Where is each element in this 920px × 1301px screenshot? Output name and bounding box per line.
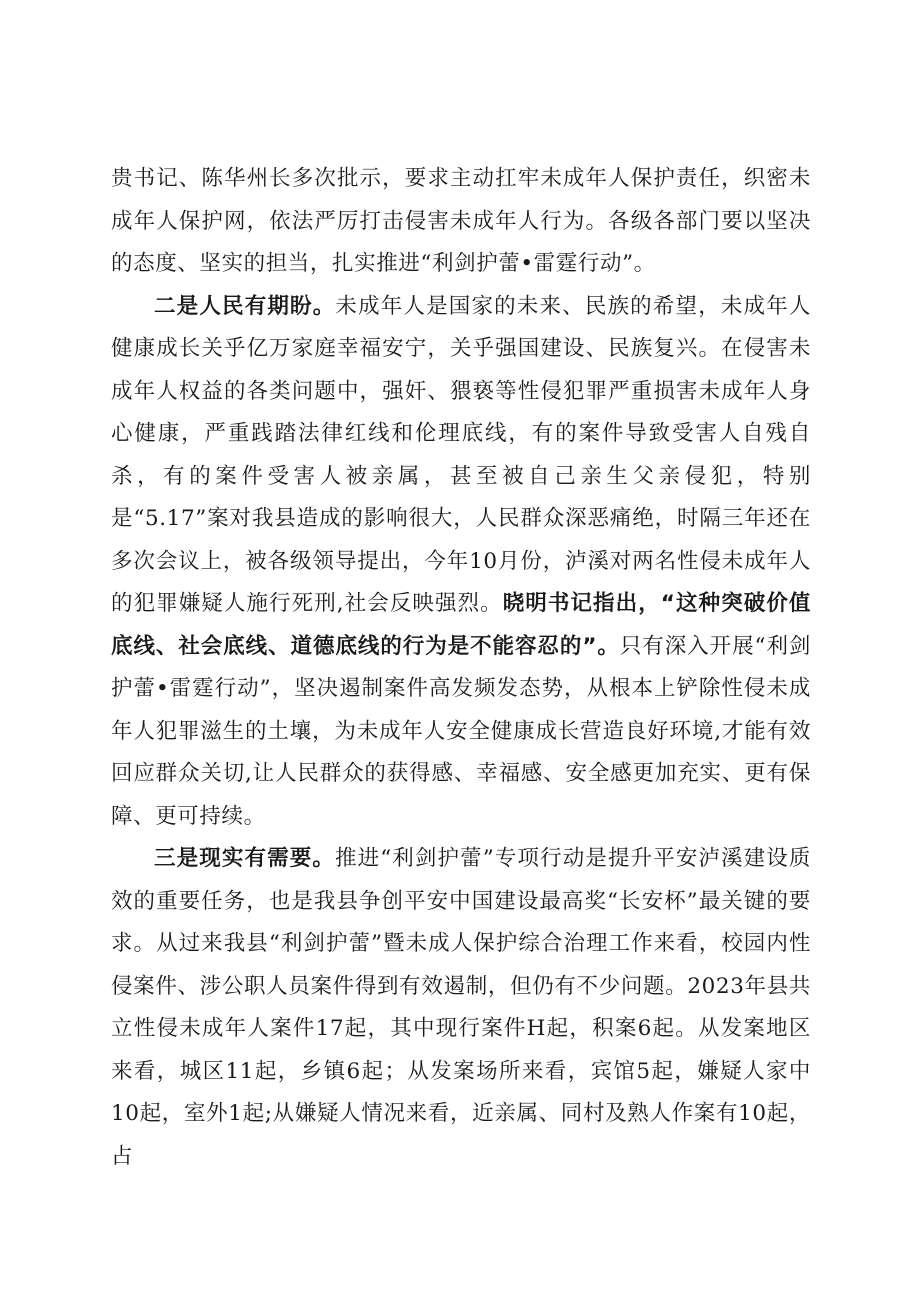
paragraph-2-text-b: 只有深入开展“利剑护蕾•雷霆行动”，坚决遏制案件高发频发态势，从根本上铲除性侵未成年人犯罪滋生的土壤，为未成年人安全健康成长营造良好环境,才能有效回应群众关切,让人民群众的获得感、幸福感、安全感更加充实、更有保障、更可持续。 — [111, 633, 811, 829]
paragraph-2 — [111, 286, 811, 839]
paragraph-1-text: 贵书记、陈华州长多次批示，要求主动扛牢未成年人保护责任，织密未成年人保护网，依法严厉打击侵害未成年人行为。各级各部门要以坚决的态度、坚实的担当，扎实推进“利剑护蕾•雷霆行动”。 — [111, 166, 811, 276]
paragraph-2-heading: 二是人民有期盼。 — [154, 293, 336, 319]
paragraph-3 — [111, 838, 811, 1178]
paragraph-2-quote: 晓明书记指出，“这种突破价值底线、社会底线、道德底线的行为是不能容忍的”。 — [111, 591, 811, 659]
paragraph-1 — [111, 158, 811, 286]
paragraph-3-heading: 三是现实有需要。 — [154, 846, 335, 871]
paragraph-3-text: 推进“利剑护蕾”专项行动是提升平安泸溪建设质效的重要任务，也是我县争创平安中国建设最高奖“长安杯”最关键的要求。从过来我县“利剑护蕾”暨未成人保护综合治理工作来看，校园内性侵案件、涉公职人员案件得到有效遏制，但仍有不少问题。2023年县共立性侵未成年人案件17起，其中现行案件H起，积案6起。从发案地区来看，城区11起，乡镇6起；从发案场所来看，宾馆5起，嫌疑人家中10起，室外1起;从嫌疑人情况来看，近亲属、同村及熟人作案有10起，占 — [111, 846, 812, 1169]
paragraph-2-text-a: 未成年人是国家的未来、民族的希望，未成年人健康成长关乎亿万家庭幸福安宁，关乎强国建设、民族复兴。在侵害未成年人权益的各类问题中，强奸、猥亵等性侵犯罪严重损害未成年人身心健康，严重践踏法律红线和伦理底线，有的案件导致受害人自残自杀，有的案件受害人被亲属，甚至被自己亲生父亲侵犯，特别是“5.17”案对我县造成的影响很大，人民群众深恶痛绝，时隔三年还在多次会议上，被各级领导提出，今年10月份，泸溪对两名性侵未成年人的犯罪嫌疑人施行死刑,社会反映强烈。 — [111, 293, 811, 616]
document-body — [111, 158, 811, 1178]
